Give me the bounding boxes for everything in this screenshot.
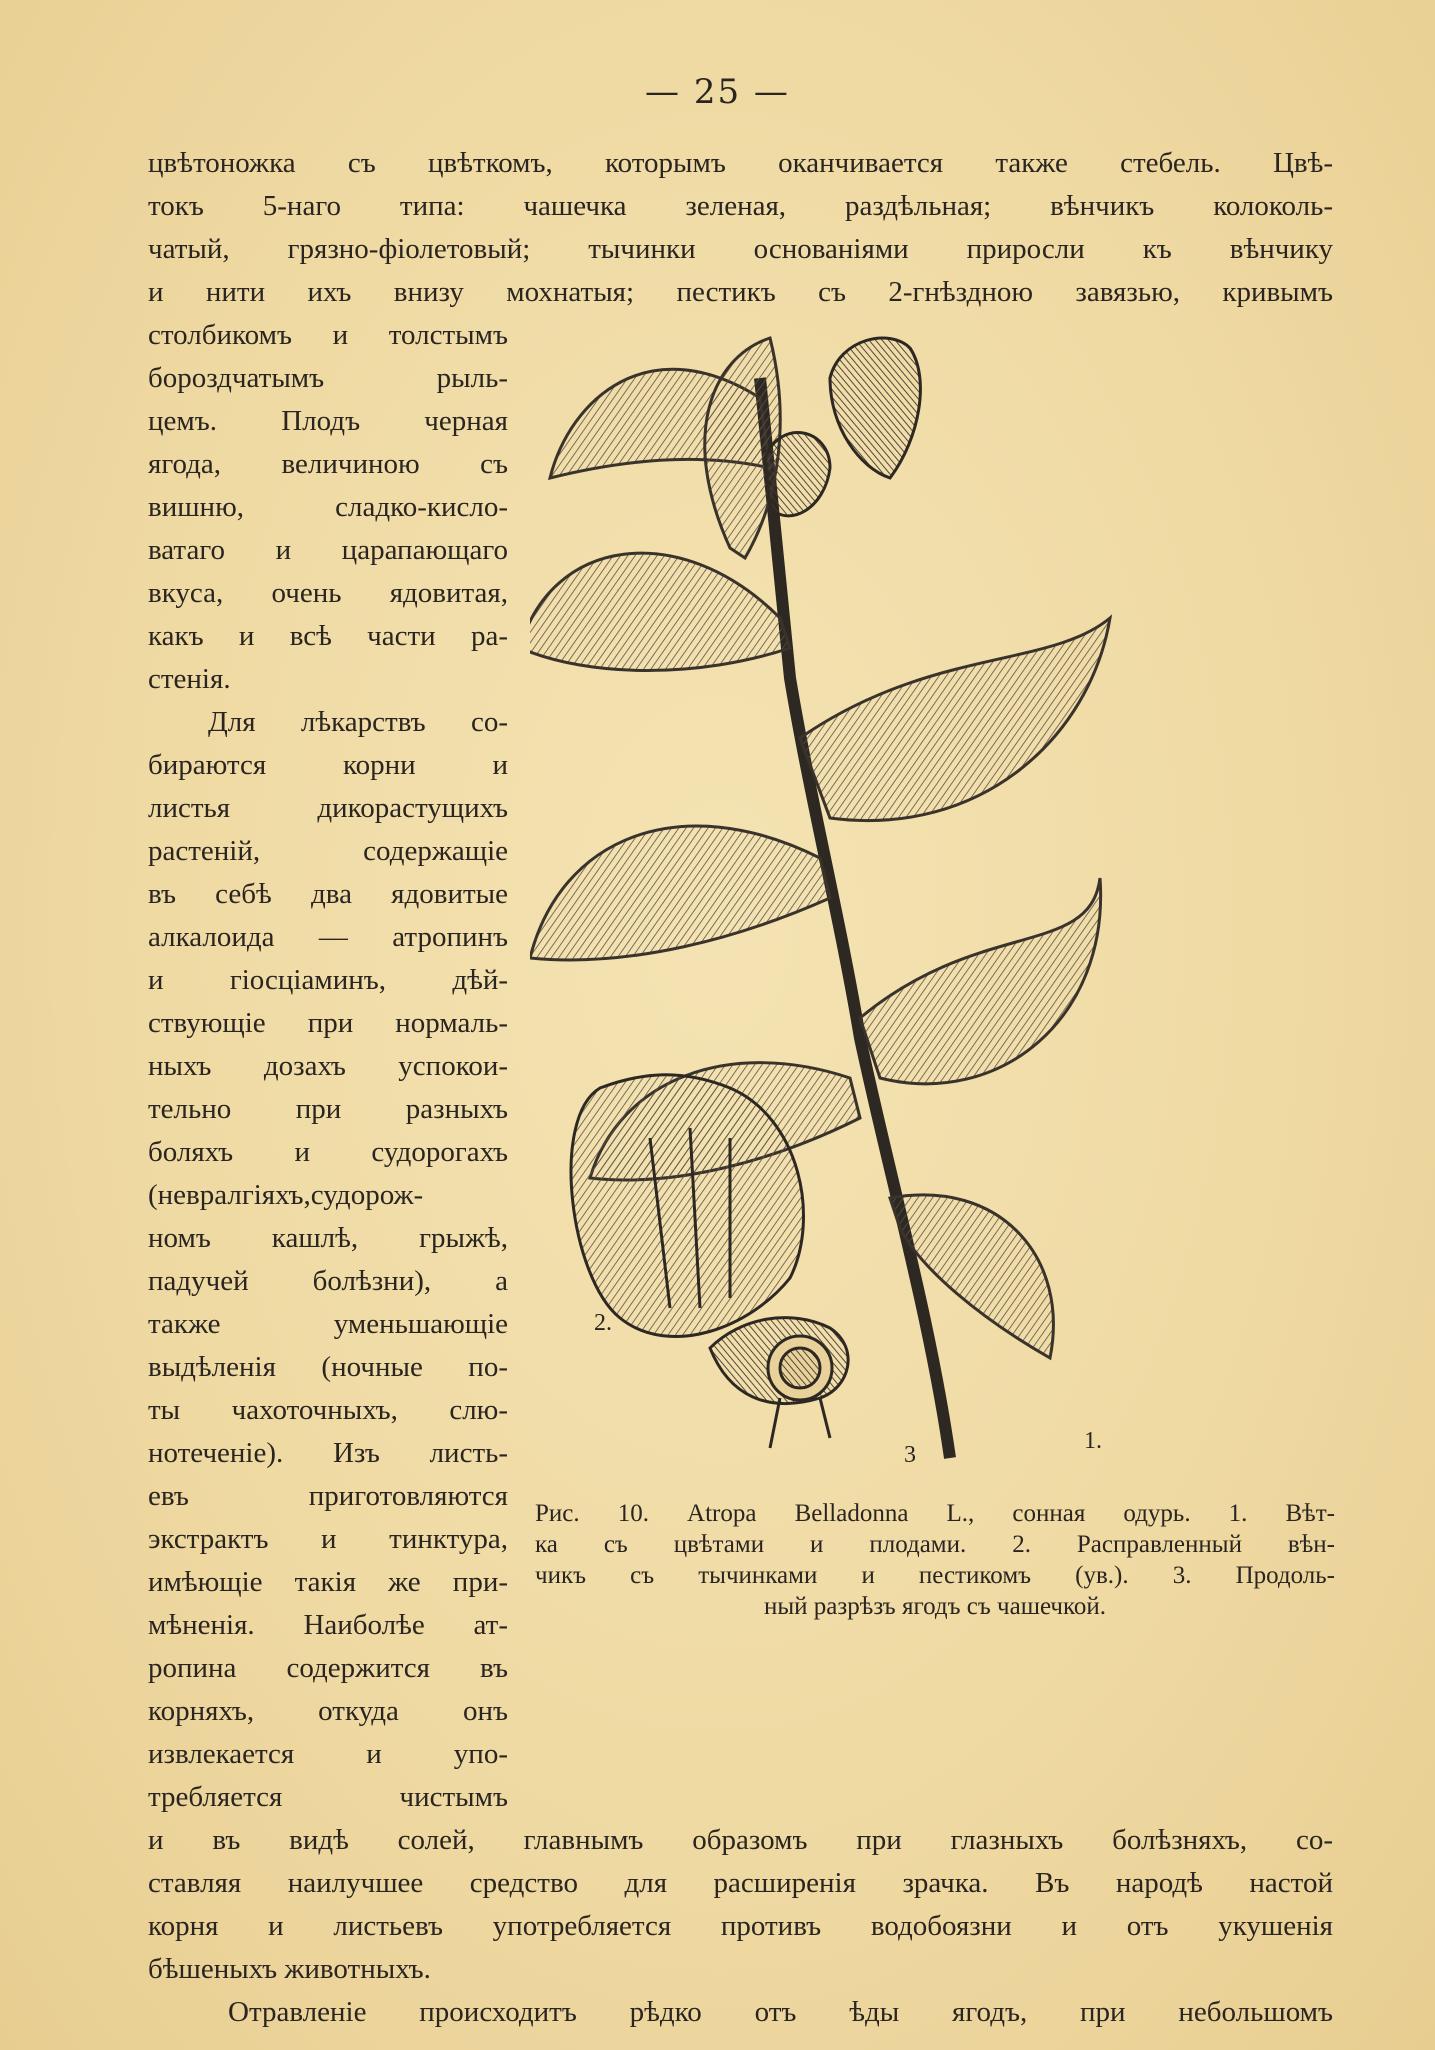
text-line: нотеченіе). Изъ листь- — [148, 1437, 508, 1469]
text-line: стенія. — [148, 663, 231, 695]
caption-line: Рис. 10. Atropa Belladonna L., сонная одурь. 1. Вѣт- — [535, 1500, 1335, 1527]
text-line: ставляя наилучшее средство для расширенія зрачка. Въ народѣ настой — [148, 1867, 1333, 1899]
text-line: ствующіе при нормаль- — [148, 1007, 508, 1039]
text-line: алкалоида — атропинъ — [148, 921, 508, 953]
figure-label-1: 1. — [1084, 1428, 1102, 1454]
text-line: какъ и всѣ части ра- — [148, 620, 508, 652]
text-line: цвѣтоножка съ цвѣткомъ, которымъ оканчивается также стебель. Цвѣ- — [148, 147, 1333, 179]
text-line: и нити ихъ внизу мохнатыя; пестикъ съ 2-гнѣздною завязью, кривымъ — [148, 276, 1333, 308]
text-line: цемъ. Плодъ черная — [148, 405, 508, 437]
text-line: и гіосціаминъ, дѣй- — [148, 964, 508, 996]
text-line: мѣненія. Наиболѣе ат- — [148, 1609, 508, 1641]
text-line: выдѣленія (ночные по- — [148, 1351, 508, 1383]
figure-caption — [535, 1498, 1335, 1622]
page-number: — 25 — — [645, 72, 790, 112]
text-line: растеній, содержащіе — [148, 835, 508, 867]
text-line: (невралгіяхъ,судорож- — [148, 1179, 424, 1211]
text-line: бороздчатымъ рыль- — [148, 362, 508, 394]
text-line: корняхъ, откуда онъ — [148, 1695, 508, 1727]
text-line: въ себѣ два ядовитые — [148, 878, 508, 910]
text-line: токъ 5-наго типа: чашечка зеленая, раздѣльная; вѣнчикъ колоколь- — [148, 190, 1333, 222]
text-line: боляхъ и судорогахъ — [148, 1136, 508, 1168]
text-line: и въ видѣ солей, главнымъ образомъ при глазныхъ болѣзняхъ, со- — [148, 1824, 1333, 1856]
text-line: ныхъ дозахъ успокои- — [148, 1050, 508, 1082]
text-line: листья дикорастущихъ — [148, 792, 508, 824]
text-line: корня и листьевъ употребляется противъ водобоязни и отъ укушенія — [148, 1910, 1333, 1942]
text-line: ропина содержится въ — [148, 1652, 508, 1684]
caption-line: ный разрѣзъ ягодъ съ чашечкой. — [763, 1593, 1107, 1620]
figure-label-2: 2. — [594, 1310, 612, 1336]
text-line: Отравленіе происходитъ рѣдко отъ ѣды ягодъ, при небольшомъ — [228, 1996, 1333, 2028]
text-line: бираются корни и — [148, 749, 508, 781]
text-line: экстрактъ и тинктура, — [148, 1523, 508, 1555]
text-line: также уменьшающіе — [148, 1308, 508, 1340]
caption-line: чикъ съ тычинками и пестикомъ (ув.). 3. Продоль- — [535, 1562, 1335, 1589]
text-line: Для лѣкарствъ со- — [208, 706, 508, 738]
text-line: номъ кашлѣ, грыжѣ, — [148, 1222, 508, 1254]
caption-line: ка съ цвѣтами и плодами. 2. Расправленный вѣн- — [535, 1531, 1335, 1558]
text-line: имѣющіе такія же при- — [148, 1566, 508, 1598]
text-line: извлекается и упо- — [148, 1738, 508, 1770]
text-line: ягода, величиною съ — [148, 448, 508, 480]
text-line: тельно при разныхъ — [148, 1093, 508, 1125]
text-line: падучей болѣзни), а — [148, 1265, 508, 1297]
text-line: бѣшеныхъ животныхъ. — [148, 1953, 431, 1985]
text-line: чатый, грязно-фіолетовый; тычинки основаніями приросли къ вѣнчику — [148, 233, 1333, 265]
text-line: столбикомъ и толстымъ — [148, 319, 508, 351]
text-line: ватаго и царапающаго — [148, 534, 508, 566]
figure-label-3: 3 — [904, 1442, 916, 1468]
text-line: требляется чистымъ — [148, 1781, 508, 1813]
text-line: вкуса, очень ядовитая, — [148, 577, 508, 609]
belladonna-illustration — [530, 318, 1120, 1468]
text-line: евъ приготовляются — [148, 1480, 508, 1512]
text-line: вишню, сладко-кисло- — [148, 491, 508, 523]
text-line: ты чахоточныхъ, слю- — [148, 1394, 508, 1426]
